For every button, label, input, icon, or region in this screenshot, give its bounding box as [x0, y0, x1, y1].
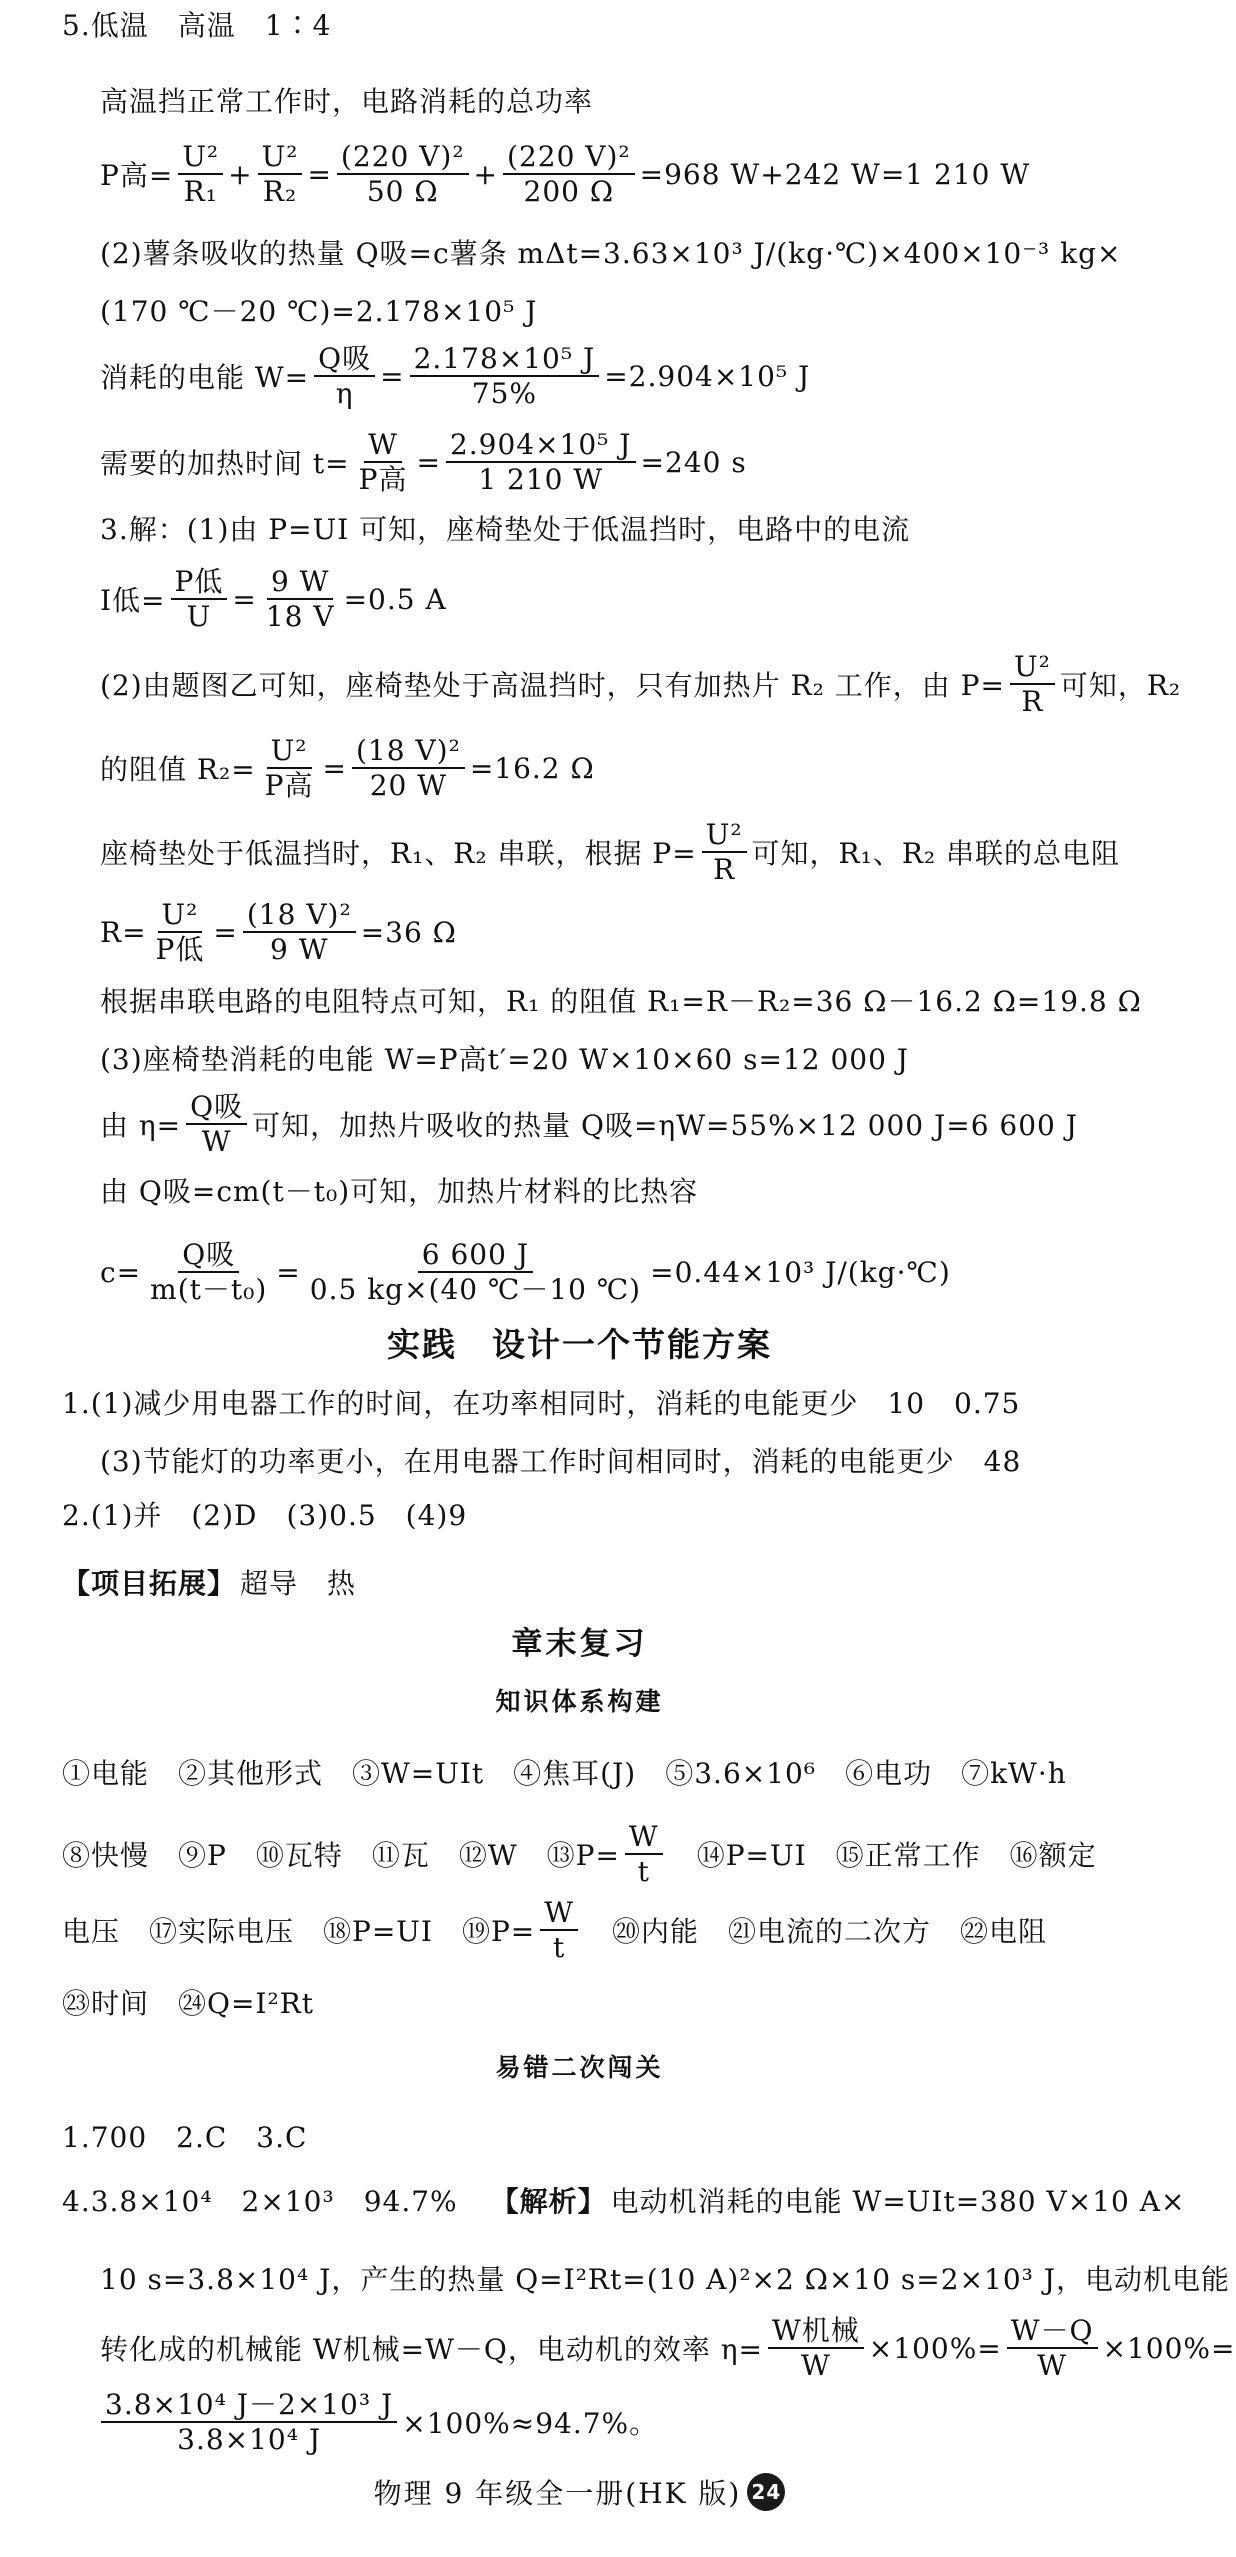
fraction [1007, 2313, 1098, 2382]
fraction-denominator: 9 W [270, 933, 329, 966]
fraction-denominator: t [637, 1855, 650, 1888]
content-line [98, 897, 1119, 966]
formula-text: = [213, 915, 238, 949]
answer-text: ㉓时间 ㉔Q=I²Rt [62, 1987, 315, 2020]
formula-text: ×100%= [1102, 2331, 1236, 2365]
fraction-numerator: Q吸 [314, 344, 375, 377]
content-line [60, 2112, 1119, 2160]
fraction [355, 427, 412, 496]
answer-text: 由 Q吸=cm(t－t₀)可知，加热片材料的比热容 [100, 1175, 699, 1208]
formula-text: = [380, 359, 405, 393]
content-line [98, 504, 1119, 552]
formula-text: + [473, 157, 499, 191]
fraction [258, 139, 303, 208]
fraction-denominator: 50 Ω [366, 175, 439, 208]
content-line [98, 649, 1182, 718]
content-line [98, 2254, 1231, 2302]
content-line [98, 1436, 1119, 1484]
section-heading: 知识体系构建 [495, 1687, 664, 1716]
formula-text: R= [100, 915, 147, 949]
content-line [98, 1237, 1119, 1306]
formula-text: =2.904×10⁵ J [604, 359, 811, 393]
formula-text: =968 W+242 W=1 210 W [639, 157, 1031, 191]
fraction [1010, 649, 1055, 718]
fraction-numerator: W [625, 1822, 663, 1855]
content-line [98, 76, 1119, 124]
formula-text: = [307, 157, 332, 191]
fraction [178, 139, 223, 208]
content-line [0, 1676, 1159, 1724]
page-footer [0, 2468, 1159, 2516]
fraction [101, 2387, 397, 2456]
formula-text: P高= [100, 159, 174, 192]
section-heading: 章末复习 [511, 1625, 648, 1662]
answer-text: 电动机消耗的电能 W=UIt=380 V×10 A× [610, 2185, 1186, 2218]
fraction-denominator: 75% [471, 377, 538, 410]
answer-text: 1.700 2.C 3.C [62, 2121, 308, 2154]
fraction [306, 1237, 645, 1306]
fraction [152, 897, 209, 966]
fraction-numerator: 2.904×10⁵ J [446, 430, 636, 463]
formula-text: = [416, 445, 441, 479]
content-line [98, 1089, 1119, 1158]
fraction-denominator: U [186, 600, 212, 633]
formula-text: =240 s [640, 445, 747, 479]
content-line [60, 1378, 1119, 1426]
answer-text: 根据串联电路的电阻特点可知，R₁ 的阻值 R₁=R－R₂=36 Ω－16.2 Ω=19.8 Ω [100, 985, 1142, 1018]
fraction-denominator: W [1037, 2349, 1068, 2382]
fraction [186, 1089, 247, 1158]
content-line [60, 2176, 1186, 2224]
content-line [98, 139, 1119, 208]
fraction-denominator: 200 Ω [523, 175, 615, 208]
book-title: 物理 9 年级全一册(HK 版) [373, 2477, 742, 2510]
formula-text: 的阻值 R₂= [100, 753, 256, 786]
content-line [98, 733, 1119, 802]
content-line [98, 564, 1119, 633]
bracket-tag: 【解析】 [490, 2185, 607, 2218]
fraction [352, 733, 465, 802]
fraction-numerator: W [540, 1898, 578, 1931]
formula-text: = [276, 1255, 301, 1289]
formula-text: =16.2 Ω [469, 751, 595, 785]
content-line [98, 341, 1119, 410]
fraction [446, 427, 636, 496]
fraction-numerator: W－Q [1007, 2316, 1098, 2349]
content-line [60, 1490, 1119, 1538]
fraction [262, 564, 339, 633]
answer-text: 超导 热 [240, 1567, 357, 1600]
page-number: 24 [747, 2473, 785, 2511]
fraction [768, 2313, 864, 2382]
content-line [98, 1166, 1119, 1214]
fraction-numerator: U² [158, 900, 203, 933]
content-line [98, 427, 1119, 496]
content-line [0, 2042, 1159, 2090]
fraction [702, 817, 747, 886]
fraction-denominator: W [201, 1125, 232, 1158]
formula-text: ⑭P=UI ⑮正常工作 ⑯额定 [667, 1839, 1097, 1872]
formula-text: = [232, 582, 257, 616]
content-line [60, 1558, 1119, 1606]
fraction [540, 1895, 578, 1964]
answer-text: 1.(1)减少用电器工作的时间，在功率相同时，消耗的电能更少 10 0.75 [62, 1387, 1021, 1420]
formula-text: =0.5 A [343, 582, 447, 616]
formula-text: 可知，R₂ [1059, 669, 1182, 702]
answer-text: 4.3.8×10⁴ 2×10³ 94.7% [62, 2185, 487, 2218]
answer-text: (170 ℃－20 ℃)=2.178×10⁵ J [100, 295, 538, 328]
answer-text: (3)节能灯的功率更小，在用电器工作时间相同时，消耗的电能更少 48 [100, 1445, 1022, 1478]
fraction [243, 897, 356, 966]
content-line [98, 2313, 1236, 2382]
answer-text: ①电能 ②其他形式 ③W=UIt ④焦耳(J) ⑤3.6×10⁶ ⑥电功 ⑦kW·h [62, 1757, 1067, 1790]
fraction-denominator: R₂ [262, 175, 298, 208]
formula-text: ⑳内能 ㉑电流的二次方 ㉒电阻 [583, 1915, 1048, 1948]
content-line [98, 228, 1122, 276]
content-line [98, 1034, 1119, 1082]
fraction [337, 139, 469, 208]
content-line [60, 0, 1119, 48]
fraction-numerator: (220 V)² [503, 142, 635, 175]
content-line [60, 1819, 1119, 1888]
answer-text: 10 s=3.8×10⁴ J，产生的热量 Q=I²Rt=(10 A)²×2 Ω×10 s=2×10³ J，电动机电能 [100, 2263, 1231, 2296]
content-line [60, 1978, 1119, 2026]
fraction-numerator: P低 [171, 567, 228, 600]
fraction-numerator: (220 V)² [337, 142, 469, 175]
formula-text: ×100%= [868, 2331, 1002, 2365]
formula-text: =36 Ω [360, 915, 457, 949]
fraction [625, 1819, 663, 1888]
fraction-denominator: R₁ [183, 175, 218, 208]
fraction-denominator: 18 V [265, 600, 335, 633]
content-line [60, 1748, 1119, 1796]
fraction-denominator: P低 [155, 933, 205, 966]
fraction-numerator: Q吸 [178, 1240, 239, 1273]
fraction-numerator: U² [267, 736, 312, 769]
fraction-numerator: W [364, 430, 402, 463]
formula-text: (2)由题图乙可知，座椅垫处于高温挡时，只有加热片 R₂ 工作，由 P= [100, 669, 1005, 702]
fraction-numerator: Q吸 [186, 1092, 247, 1125]
fraction [171, 564, 228, 633]
fraction-numerator: U² [258, 142, 303, 175]
formula-text: 可知，加热片吸收的热量 Q吸=ηW=55%×12 000 J=6 600 J [252, 1109, 1078, 1142]
content-line [0, 1616, 1159, 1664]
formula-text: 转化成的机械能 W机械=W－Q，电动机的效率 η= [100, 2333, 764, 2366]
fraction-denominator: W [801, 2349, 831, 2382]
formula-text: I低= [100, 584, 166, 617]
fraction-denominator: P高 [264, 769, 314, 802]
fraction [146, 1237, 271, 1306]
formula-text: = [322, 751, 347, 785]
fraction-denominator: 1 210 W [478, 463, 604, 496]
formula-text: 需要的加热时间 t= [100, 447, 350, 480]
fraction-numerator: 2.178×10⁵ J [410, 344, 600, 377]
answer-text: 5.低温 高温 1∶4 [62, 9, 332, 42]
bracket-tag: 【项目拓展】 [62, 1567, 237, 1600]
content-line [98, 817, 1121, 886]
fraction [503, 139, 635, 208]
formula-text: 消耗的电能 W= [100, 361, 310, 394]
formula-text: + [228, 157, 253, 191]
fraction-denominator: m(t－t₀) [150, 1273, 268, 1306]
fraction-numerator: 9 W [267, 567, 334, 600]
fraction-denominator: t [553, 1931, 566, 1964]
answer-text: (3)座椅垫消耗的电能 W=P高t′=20 W×10×60 s=12 000 J [100, 1043, 910, 1076]
answer-text: (2)薯条吸收的热量 Q吸=c薯条 mΔt=3.63×10³ J/(kg·℃)×400×10⁻³ kg× [100, 237, 1122, 270]
content-line [98, 286, 1119, 334]
formula-text: c= [100, 1255, 142, 1289]
fraction-numerator: (18 V)² [243, 900, 356, 933]
fraction-denominator: 20 W [369, 769, 448, 802]
fraction-denominator: R [713, 853, 736, 886]
fraction-numerator: W机械 [768, 2316, 864, 2349]
content-line [60, 1895, 1119, 1964]
fraction [314, 341, 375, 410]
answer-text: 3.解：(1)由 P=UI 可知，座椅垫处于低温挡时，电路中的电流 [100, 513, 911, 546]
answer-text: 2.(1)并 (2)D (3)0.5 (4)9 [62, 1499, 468, 1532]
fraction-denominator: η [335, 377, 354, 410]
content-line [98, 976, 1142, 1024]
formula-text: =0.44×10³ J/(kg·℃) [650, 1255, 951, 1289]
fraction-denominator: 0.5 kg×(40 ℃－10 ℃) [309, 1273, 642, 1306]
formula-text: ⑧快慢 ⑨P ⑩瓦特 ⑪瓦 ⑫W ⑬P= [62, 1839, 620, 1872]
answer-text: 高温挡正常工作时，电路消耗的总功率 [100, 85, 594, 118]
content-line [98, 2387, 1119, 2456]
fraction-numerator: 3.8×10⁴ J－2×10³ J [101, 2390, 397, 2423]
fraction [410, 341, 600, 410]
formula-text: 座椅垫处于低温挡时，R₁、R₂ 串联，根据 P= [100, 837, 697, 870]
fraction [261, 733, 318, 802]
formula-text: 可知，R₁、R₂ 串联的总电阻 [751, 837, 1121, 870]
formula-text: ×100%≈94.7%。 [402, 2407, 659, 2440]
fraction-denominator: R [1021, 685, 1044, 718]
formula-text: 电压 ⑰实际电压 ⑱P=UI ⑲P= [62, 1915, 536, 1948]
content-line [0, 1318, 1159, 1366]
section-heading: 易错二次闯关 [495, 2053, 664, 2082]
fraction-denominator: P高 [358, 463, 408, 496]
fraction-denominator: 3.8×10⁴ J [177, 2423, 322, 2456]
fraction-numerator: 6 600 J [418, 1240, 533, 1273]
fraction-numerator: U² [178, 142, 223, 175]
formula-text: 由 η= [100, 1109, 182, 1142]
fraction-numerator: U² [1010, 652, 1055, 685]
section-heading: 实践 设计一个节能方案 [387, 1324, 772, 1364]
fraction-numerator: U² [702, 820, 747, 853]
fraction-numerator: (18 V)² [352, 736, 465, 769]
